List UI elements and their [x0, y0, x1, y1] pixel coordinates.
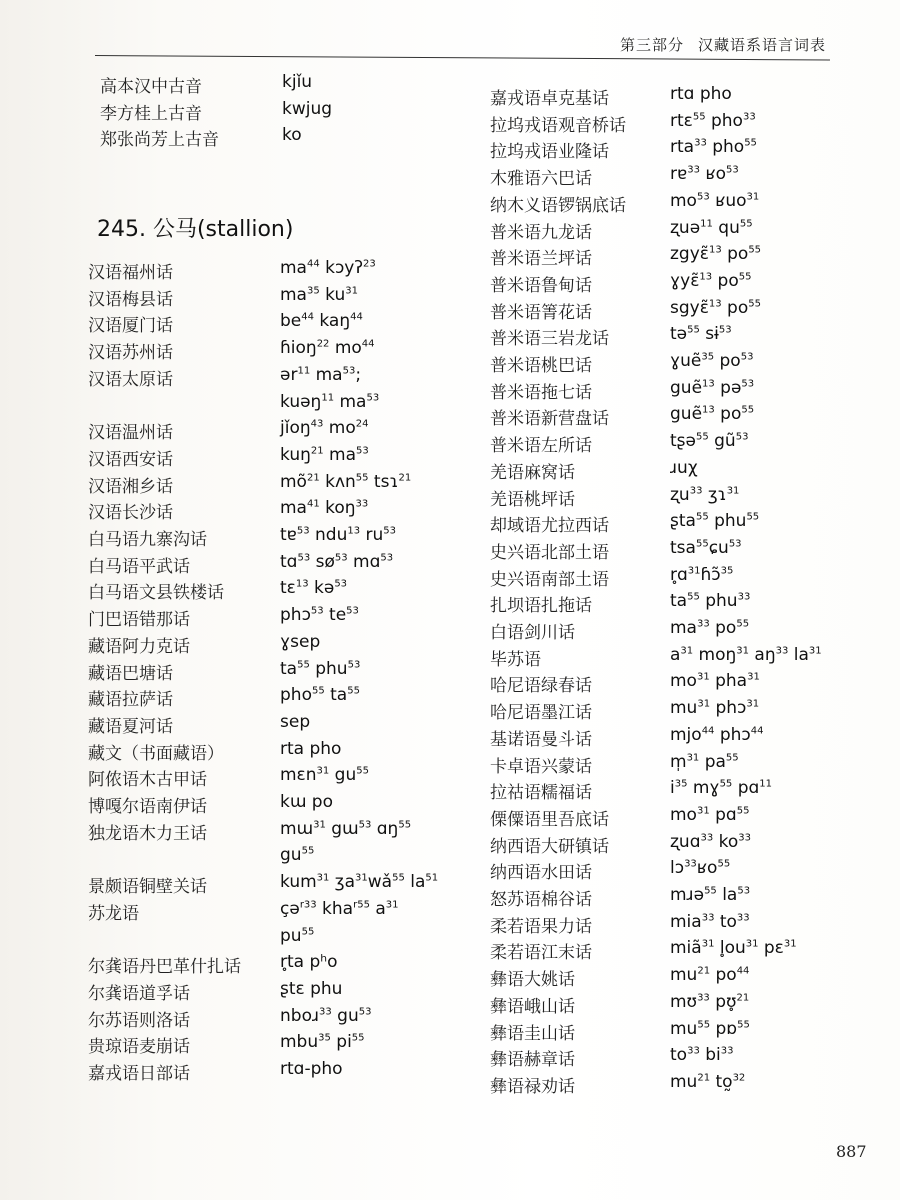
language-name: 李方桂上古音	[100, 103, 202, 124]
pronunciation: ɣsep	[280, 631, 321, 652]
language-name: 拉坞戎语观音桥话	[490, 115, 626, 136]
language-name: 普米语新营盘话	[490, 409, 609, 430]
language-name: 白马语九寨沟话	[88, 530, 207, 550]
language-name: 彝语大姚话	[490, 970, 575, 991]
language-name: 哈尼语绿春话	[490, 676, 592, 697]
pronunciation: rtɛ$^{55}$ pho$^{33}$	[670, 110, 756, 131]
pronunciation: pho$^{55}$ $ta^{55}$	[280, 685, 360, 706]
pronunciation: guẽ$^{13}$ pə$^{53}$	[670, 377, 755, 398]
language-name: 纳西语大研镇话	[490, 836, 609, 857]
pronunciation: $i^{35}$ mɣ$^{55}$ pɑ$^{11}$	[670, 778, 773, 799]
language-name: 汉语温州话	[88, 423, 173, 444]
pronunciation: $mu^{55}$ pɒ$^{55}$	[670, 1018, 750, 1039]
language-name: 汉语厦门话	[88, 316, 173, 337]
language-name: 羌语麻窝话	[490, 462, 575, 483]
pronunciation: r̥ta pʰo	[280, 952, 338, 973]
pronunciation: tɑ$^{53}$ $sø^{53}$ mɑ$^{53}$	[280, 551, 394, 572]
pronunciation: mbu$^{35}$ $pi^{55}$	[280, 1032, 365, 1053]
pronunciation: $ma^{35}$ $ku^{31}$	[280, 284, 358, 305]
pronunciation: guẽ$^{13}$ $po^{55}$	[670, 404, 755, 425]
pronunciation: $ma^{44}$ kɔyʔ$^{23}$	[280, 258, 376, 278]
pronunciation: $mo^{31}$ pɑ$^{55}$	[670, 804, 750, 825]
language-name: 拉坞戎语业隆话	[490, 142, 609, 163]
language-name: 基诺语曼斗话	[490, 729, 592, 750]
pronunciation: jǐoŋ$^{43}$ $mo^{24}$	[280, 418, 369, 439]
pronunciation: tɛ$^{13}$ kə$^{53}$	[280, 578, 348, 599]
pronunciation: mʊ$^{33}$ pʊ̥$^{21}$	[670, 991, 750, 1012]
pronunciation: tɐ$^{53}$ ndu$^{13}$ $ru^{53}$	[280, 525, 396, 545]
pronunciation: ʐuə$^{11}$ $qu^{55}$	[670, 217, 753, 238]
language-name: 汉语长沙话	[88, 503, 173, 524]
language-name: 藏语夏河话	[88, 716, 173, 737]
language-name: 苏龙语	[88, 903, 139, 924]
pronunciation: $gu^{55}$	[280, 845, 315, 866]
pronunciation: kuŋ$^{21}$ $ma^{53}$	[280, 444, 369, 465]
pronunciation: $mõ^{21}$ kʌn$^{55}$ tsɿ$^{21}$	[280, 471, 412, 492]
header-title: 汉藏语系语言词表	[698, 36, 827, 54]
language-name: 纳木义语锣锅底话	[490, 195, 626, 216]
pronunciation: mjo$^{44}$ phɔ$^{44}$	[670, 724, 764, 745]
running-header	[620, 34, 840, 55]
language-name: 普米语拖七话	[490, 382, 592, 403]
pronunciation: $ma^{41}$ koŋ$^{33}$	[280, 498, 369, 519]
language-name: 毕苏语	[490, 649, 541, 670]
pronunciation: tʂə$^{55}$ $gũ^{53}$	[670, 431, 749, 452]
pronunciation: ər$^{11}$ $ma^{53}$;	[280, 364, 362, 385]
pronunciation: kum$^{31}$ $ʒa^{31}wǎ^{55}$ $la^{51}$	[280, 872, 439, 893]
language-name: 柔若语江末话	[490, 943, 592, 964]
language-name: 藏语阿力克话	[88, 636, 190, 657]
section-title: 245. 公马(stallion)	[97, 217, 294, 242]
language-name: 白语剑川话	[490, 623, 575, 643]
language-name: 卡卓语兴蒙话	[490, 756, 592, 777]
language-name: 怒苏语棉谷话	[490, 890, 592, 910]
pronunciation: lɔ$^{33}$ʁo$^{55}$	[670, 858, 731, 879]
language-name: 普米语箐花话	[490, 302, 592, 323]
language-name: 嘉戎语卓克基话	[490, 89, 609, 109]
pronunciation: tə$^{55}$ sɨ$^{53}$	[670, 324, 732, 345]
pronunciation: tsa$^{55}$ɕu$^{53}$	[670, 537, 742, 558]
language-name: 景颇语铜壁关话	[88, 877, 207, 898]
language-name: 门巴语错那话	[88, 610, 190, 631]
pronunciation: $be^{44}$ kaŋ$^{44}$	[280, 311, 363, 332]
pronunciation: mɯ$^{31}$ gɯ$^{53}$ ɑŋ$^{55}$	[280, 818, 412, 839]
pronunciation: rɐ$^{33}$ ʁo$^{53}$	[670, 164, 739, 185]
pronunciation: ɣyɛ̃$^{13}$ $po^{55}$	[670, 270, 752, 291]
page-number: 887	[836, 1142, 867, 1161]
language-name: 彝语峨山话	[490, 996, 575, 1017]
pronunciation: rtɑ pho	[670, 84, 732, 104]
language-name: 彝语禄劝话	[490, 1076, 575, 1097]
pronunciation: sep	[280, 711, 311, 732]
pronunciation: m̩$^{31}$ $pa^{55}$	[670, 751, 739, 772]
language-name: 尔龚语道孚话	[88, 983, 190, 1004]
language-name: 却域语尤拉西话	[490, 516, 609, 537]
language-name: 藏语拉萨话	[88, 690, 173, 711]
pronunciation: mɹə$^{55}$ $la^{53}$	[670, 885, 751, 905]
pronunciation: mia$^{33}$ $to^{33}$	[670, 911, 750, 932]
pronunciation: sgyɛ̃$^{13}$ $po^{55}$	[670, 297, 761, 318]
language-name: 普米语兰坪话	[490, 249, 592, 270]
language-name: 博嘎尔语南伊话	[88, 797, 207, 817]
language-name: 郑张尚芳上古音	[100, 130, 219, 151]
language-name: 普米语九龙话	[490, 222, 592, 243]
language-name: 史兴语北部土语	[490, 542, 609, 563]
language-name: 独龙语木力王话	[88, 823, 207, 844]
pronunciation: $ma^{33}$ $po^{55}$	[670, 618, 750, 638]
language-name: 普米语左所话	[490, 436, 592, 457]
language-name: 纳西语水田话	[490, 863, 592, 884]
pronunciation: çə$^{r33}$ kha$^{r55}$ $a^{31}$	[280, 898, 399, 919]
header-rule	[95, 55, 830, 60]
pronunciation: phɔ$^{53}$ $te^{53}$	[280, 605, 359, 626]
pronunciation: $ta^{55}$ phu$^{33}$	[670, 591, 751, 612]
pronunciation: ʂtɛ phu	[280, 978, 343, 999]
pronunciation: ɹuχ	[670, 457, 698, 478]
pronunciation: ʂta$^{55}$ phu$^{55}$	[670, 511, 760, 532]
pronunciation: kjǐu	[282, 72, 313, 92]
pronunciation: miã$^{31}$ $l̥ou^{31}$ pɛ$^{31}$	[670, 938, 797, 959]
pronunciation: ʐuɑ$^{33}$ $ko^{33}$	[670, 831, 752, 852]
language-name: 白马语文县铁楼话	[88, 583, 224, 604]
language-name: 汉语西安话	[88, 449, 173, 470]
pronunciation: rta$^{33}$ pho$^{55}$	[670, 137, 757, 158]
pronunciation: r̥ɑ$^{31}$ɦɔ̃$^{35}$	[670, 564, 734, 585]
pronunciation: $to^{33}$ $bi^{33}$	[670, 1045, 734, 1066]
language-name: 贵琼语麦崩话	[88, 1037, 190, 1058]
language-name: 高本汉中古音	[100, 77, 202, 97]
language-name: 哈尼语墨江话	[490, 703, 592, 724]
pronunciation: $mu^{21}$ to̰$^{32}$	[670, 1071, 746, 1092]
pronunciation: ʐu$^{33}$ ʒɿ$^{31}$	[670, 484, 740, 505]
pronunciation: $pu^{55}$	[280, 925, 315, 946]
language-name: 普米语桃巴话	[490, 356, 592, 376]
language-name: 尔龚语丹巴革什扎话	[88, 957, 241, 978]
language-name: 汉语梅县话	[88, 289, 173, 310]
language-name: 羌语桃坪话	[490, 489, 575, 510]
pronunciation: zgyɛ̃$^{13}$ $po^{55}$	[670, 244, 762, 265]
pronunciation: rtɑ-pho	[280, 1059, 343, 1079]
language-name: 藏文（书面藏语）	[88, 743, 224, 764]
language-name: 彝语圭山话	[490, 1023, 575, 1044]
language-name: 尔苏语则洛话	[88, 1010, 190, 1031]
pronunciation: kwjug	[282, 98, 333, 119]
pronunciation: rta pho	[280, 738, 342, 759]
pronunciation: $mo^{31}$ pha$^{31}$	[670, 671, 760, 692]
language-name: 藏语巴塘话	[88, 663, 173, 684]
pronunciation: kɯ po	[280, 792, 334, 812]
language-name: 汉语福州话	[88, 263, 173, 283]
language-name: 史兴语南部土语	[490, 569, 609, 590]
language-name: 柔若语果力话	[490, 916, 592, 937]
language-name: 拉祜语糯福话	[490, 783, 592, 804]
pronunciation: mɛn$^{31}$ $gu^{55}$	[280, 765, 369, 786]
language-name: 白马语平武话	[88, 556, 190, 577]
language-name: 扎坝语扎拖话	[490, 596, 592, 617]
language-name: 汉语苏州话	[88, 343, 173, 364]
language-name: 普米语三岩龙话	[490, 329, 609, 350]
pronunciation: $mu^{21}$ $po^{44}$	[670, 965, 750, 986]
pronunciation: kuəŋ$^{11}$ $ma^{53}$	[280, 391, 380, 412]
language-name: 汉语太原话	[88, 369, 173, 390]
language-name: 汉语湘乡话	[88, 476, 173, 497]
language-name: 彝语赫章话	[490, 1050, 575, 1071]
pronunciation: $a^{31}$ moŋ$^{31}$ $aŋ^{33}$ $la^{31}$	[670, 644, 822, 665]
pronunciation: $ta^{55}$ phu$^{53}$	[280, 658, 361, 679]
pronunciation: ɣuẽ$^{35}$ $po^{53}$	[670, 351, 754, 371]
pronunciation: $mu^{31}$ phɔ$^{31}$	[670, 698, 760, 719]
pronunciation: nboɹ$^{33}$ $gu^{53}$	[280, 1005, 372, 1026]
language-name: 阿侬语木古甲话	[88, 770, 207, 791]
pronunciation: ɦioŋ$^{22}$ $mo^{44}$	[280, 338, 375, 359]
pronunciation: ko	[282, 125, 302, 146]
language-name: 木雅语六巴话	[490, 169, 592, 190]
header-part: 第三部分	[620, 36, 685, 54]
language-name: 嘉戎语日部话	[88, 1064, 190, 1084]
language-name: 普米语鲁甸话	[490, 275, 592, 296]
pronunciation: $mo^{53}$ ʁuo$^{31}$	[670, 190, 760, 211]
language-name: 傈僳语里吾底话	[490, 809, 609, 830]
